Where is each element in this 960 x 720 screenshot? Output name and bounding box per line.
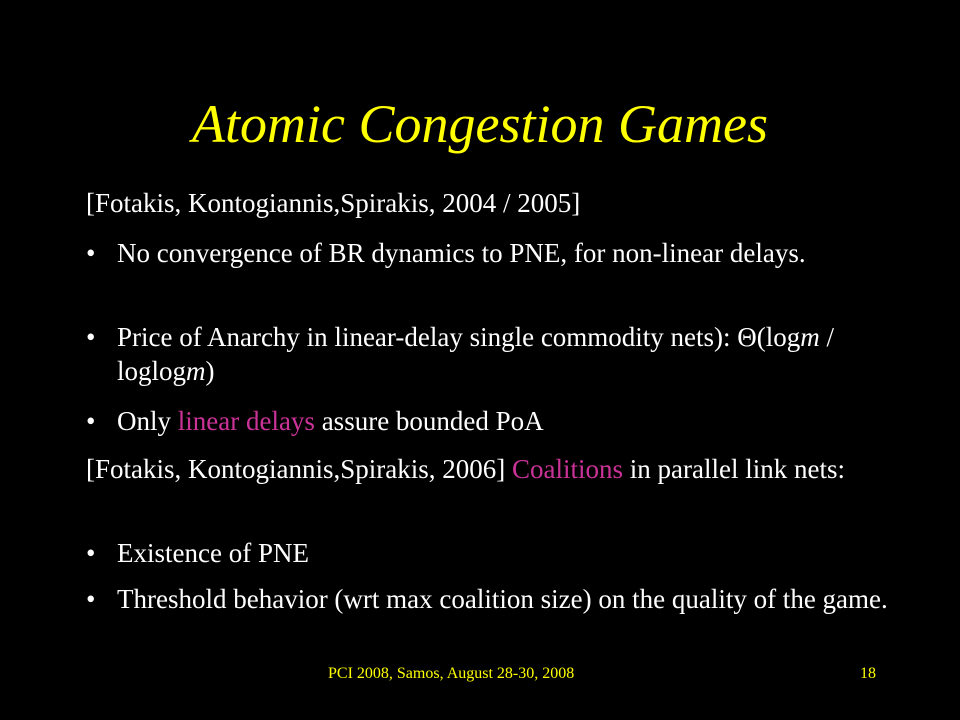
bullet-text-mid: / loglog: [117, 322, 835, 386]
bullet-item: [86, 536, 917, 570]
reference-text: [Fotakis, Kontogiannis,Spirakis, 2006]: [86, 454, 512, 484]
highlight-linear-delays: linear delays: [177, 406, 315, 436]
bullet-text-end: assure bounded PoA: [314, 406, 544, 436]
reference-2004: [Fotakis, Kontogiannis,Spirakis, 2004 / 2005]: [86, 188, 581, 218]
reference-2006: [86, 452, 917, 486]
reference-text-end: in parallel link nets:: [623, 454, 845, 484]
bullet-item: [86, 236, 917, 270]
bullet-item: [86, 404, 917, 438]
variable-m: m: [186, 356, 206, 386]
bullet-item: [86, 320, 917, 388]
bullet-dot: •: [86, 238, 96, 268]
bullet-dot: •: [86, 322, 96, 352]
bullet-dot: •: [86, 406, 96, 436]
bullet-text: Only: [117, 406, 178, 436]
page-number: 18: [860, 665, 876, 682]
bullet-item: [86, 582, 917, 616]
bullet-dot: •: [86, 584, 96, 614]
footer-event: PCI 2008, Samos, August 28-30, 2008: [328, 665, 575, 682]
bullet-text: Price of Anarchy in linear-delay single commodity nets): Θ(log: [117, 322, 801, 352]
highlight-coalitions: Coalitions: [512, 454, 624, 484]
bullet-text: Existence of PNE: [117, 538, 309, 568]
bullet-text: Threshold behavior (wrt max coalition size) on the quality of the game.: [117, 584, 888, 614]
bullet-dot: •: [86, 538, 96, 568]
bullet-text: No convergence of BR dynamics to PNE, for non-linear delays.: [117, 238, 806, 268]
variable-m: m: [800, 322, 820, 352]
slide-title: Atomic Congestion Games: [192, 94, 768, 154]
bullet-text-end: ): [205, 356, 215, 386]
